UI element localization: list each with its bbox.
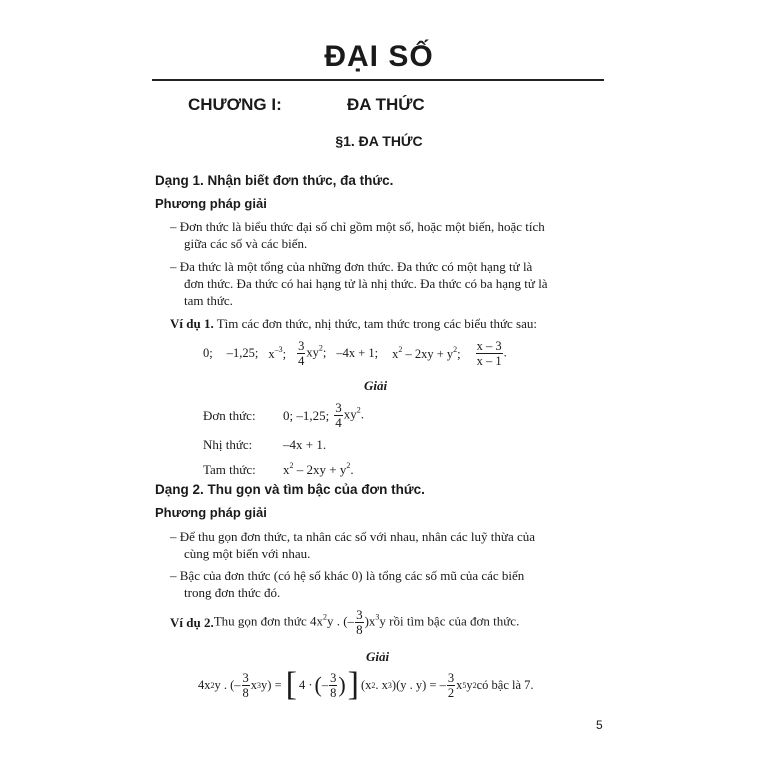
dang1-bullet1-line1: – Đơn thức là biểu thức đại số chỉ gồm một số, hoặc một biến, hoặc tích	[170, 219, 545, 234]
binomial-value: –4x + 1.	[283, 437, 327, 452]
solution2-heading: Giải	[366, 649, 390, 664]
example2-text: Thu gọn đơn thức $4x^2y$ . (– $\frac{3}{8}$ )$x^3y$ rồi tìm bậc của đơn thức.	[213, 606, 520, 637]
dang1-bullet2-line3: tam thức.	[184, 293, 233, 308]
expr-power: $x^{-3}$;	[268, 344, 287, 361]
solution2-equation: 4x 2 y . (– $\frac{3}{8}$ x 3 y) = [ 4 · ( – $\frac{3}{8}$ ) ] (x 2 . x 3 )(y . y) = – $\frac{3}{2}$ x 5 y 2 có bậc là 7.	[198, 666, 534, 703]
monomial-label: Đơn thức:	[203, 407, 256, 423]
dang1-bullet1-line2: giữa các số và các biến.	[184, 236, 308, 251]
example2	[170, 605, 519, 639]
title-rule	[152, 79, 604, 81]
left-paren: (	[314, 672, 322, 697]
dang1-bullet2-line2: đơn thức. Đa thức có hai hạng tử là nhị thức. Đa thức có ba hạng tử là	[184, 276, 548, 291]
section-title: §1. ĐA THỨC	[335, 133, 423, 149]
example1-expressions	[203, 336, 507, 370]
example2-label: Ví dụ 2.	[170, 614, 214, 630]
page-title: ĐẠI SỐ	[324, 40, 434, 73]
binomial-label: Nhị thức:	[203, 437, 253, 452]
expr-fraction: $\frac{x - 3}{x - 1}$ .	[476, 338, 507, 368]
dang2-bullet2-line2: trong đơn thức đó.	[184, 585, 281, 600]
solution1-heading: Giải	[364, 378, 388, 393]
dang1-bullet2-line1: – Đa thức là một tổng của những đơn thức. Đa thức có một hạng tử là	[170, 259, 533, 274]
monomial-values: 0; –1,25;	[283, 407, 330, 423]
dang1-method: Phương pháp giải	[155, 196, 267, 211]
dang2-method: Phương pháp giải	[155, 505, 267, 520]
right-bracket: ]	[347, 666, 359, 703]
dang2-bullet2-line1: – Bậc của đơn thức (có hệ số khác 0) là tổng các số mũ của các biến	[170, 568, 525, 583]
example1	[170, 315, 537, 332]
expr-zero: 0;	[203, 345, 213, 360]
page-number: 5	[596, 718, 603, 732]
solution1-monomials	[203, 398, 364, 432]
dang2-bullet1-line2: cùng một biến với nhau.	[184, 546, 311, 561]
expr-decimal: –1,25;	[226, 345, 259, 360]
right-paren: )	[338, 672, 346, 697]
example1-text: Tìm các đơn thức, nhị thức, tam thức trong các biểu thức sau:	[213, 316, 537, 331]
solution1-trinomials	[203, 457, 354, 478]
chapter-label: CHƯƠNG I:	[188, 95, 282, 114]
expr-trinomial: $x^2 - 2xy + y^2$;	[392, 344, 461, 361]
chapter-title: ĐA THỨC	[347, 95, 425, 114]
dang2-heading: Dạng 2. Thu gọn và tìm bậc của đơn thức.	[155, 482, 425, 497]
left-bracket: [	[285, 666, 297, 703]
solution1-binomials	[203, 436, 326, 453]
dang1-heading: Dạng 1. Nhận biết đơn thức, đa thức.	[155, 173, 394, 188]
expr-monomial: $\frac{3}{4}$ $xy^2$;	[298, 338, 327, 368]
monomial-fraction-term: $\frac{3}{4}$ $xy^2$.	[335, 399, 364, 430]
trinomial-label: Tam thức:	[203, 462, 256, 477]
expr-binomial: –4x + 1;	[336, 345, 379, 360]
trinomial-value: $x^2 - 2xy + y^2$.	[283, 461, 354, 477]
example1-label: Ví dụ 1.	[170, 316, 214, 331]
dang2-bullet1-line1: – Để thu gọn đơn thức, ta nhân các số với nhau, nhân các luỹ thừa của	[170, 529, 536, 544]
